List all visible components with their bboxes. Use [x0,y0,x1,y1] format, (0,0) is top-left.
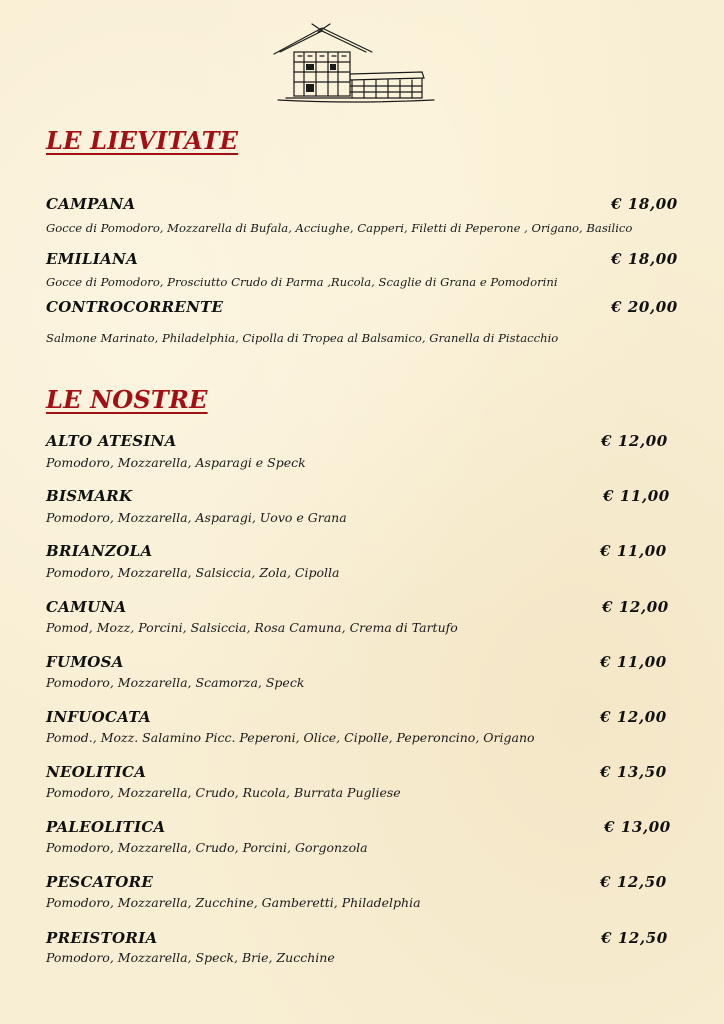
item-description: Pomodoro, Mozzarella, Scamorza, Speck [46,675,305,690]
item-price: € 13,50 [600,763,667,781]
item-description: Pomod, Mozz, Porcini, Salsiccia, Rosa Camuna, Crema di Tartufo [46,620,458,635]
section-title-lievitate: LE LIEVITATE [46,126,239,155]
item-name: CONTROCORRENTE [46,298,224,316]
item-name: BRIANZOLA [46,542,153,560]
item-description: Pomodoro, Mozzarella, Asparagi e Speck [46,455,306,470]
item-price: € 20,00 [611,298,678,316]
item-name: INFUOCATA [46,708,151,726]
item-name: FUMOSA [46,653,124,671]
item-description: Gocce di Pomodoro, Prosciutto Crudo di Parma ,Rucola, Scaglie di Grana e Pomodorini [46,275,558,289]
item-description: Pomodoro, Mozzarella, Crudo, Rucola, Burrata Pugliese [46,785,401,800]
item-price: € 12,50 [601,929,668,947]
item-name: ALTO ATESINA [46,432,177,450]
item-price: € 18,00 [611,250,678,268]
item-price: € 12,00 [601,432,668,450]
item-description: Pomodoro, Mozzarella, Salsiccia, Zola, Cipolla [46,565,340,580]
section-title-nostre: LE NOSTRE [46,385,208,414]
item-name: PESCATORE [46,873,154,891]
item-price: € 18,00 [611,195,678,213]
item-name: PALEOLITICA [46,818,166,836]
item-price: € 11,00 [600,542,667,560]
item-description: Pomodoro, Mozzarella, Zucchine, Gamberetti, Philadelphia [46,895,421,910]
item-description: Pomodoro, Mozzarella, Asparagi, Uovo e Grana [46,510,347,525]
item-name: NEOLITICA [46,763,147,781]
item-name: EMILIANA [46,250,139,268]
item-description: Salmone Marinato, Philadelphia, Cipolla di Tropea al Balsamico, Granella di Pistacchio [46,331,559,345]
item-price: € 12,00 [600,708,667,726]
item-name: CAMPANA [46,195,136,213]
item-description: Pomodoro, Mozzarella, Speck, Brie, Zucchine [46,950,335,965]
item-description: Pomod., Mozz. Salamino Picc. Peperoni, Olice, Cipolle, Peperoncino, Origano [46,730,535,745]
item-description: Pomodoro, Mozzarella, Crudo, Porcini, Gorgonzola [46,840,368,855]
chalet-building-icon [272,22,438,106]
item-name: CAMUNA [46,598,127,616]
item-price: € 11,00 [603,487,670,505]
item-price: € 12,50 [600,873,667,891]
item-name: PREISTORIA [46,929,158,947]
item-price: € 12,00 [602,598,669,616]
item-price: € 13,00 [604,818,671,836]
item-description: Gocce di Pomodoro, Mozzarella di Bufala, Acciughe, Capperi, Filetti di Peperone , Origano, Basilico [46,221,633,235]
item-price: € 11,00 [600,653,667,671]
item-name: BISMARK [46,487,133,505]
